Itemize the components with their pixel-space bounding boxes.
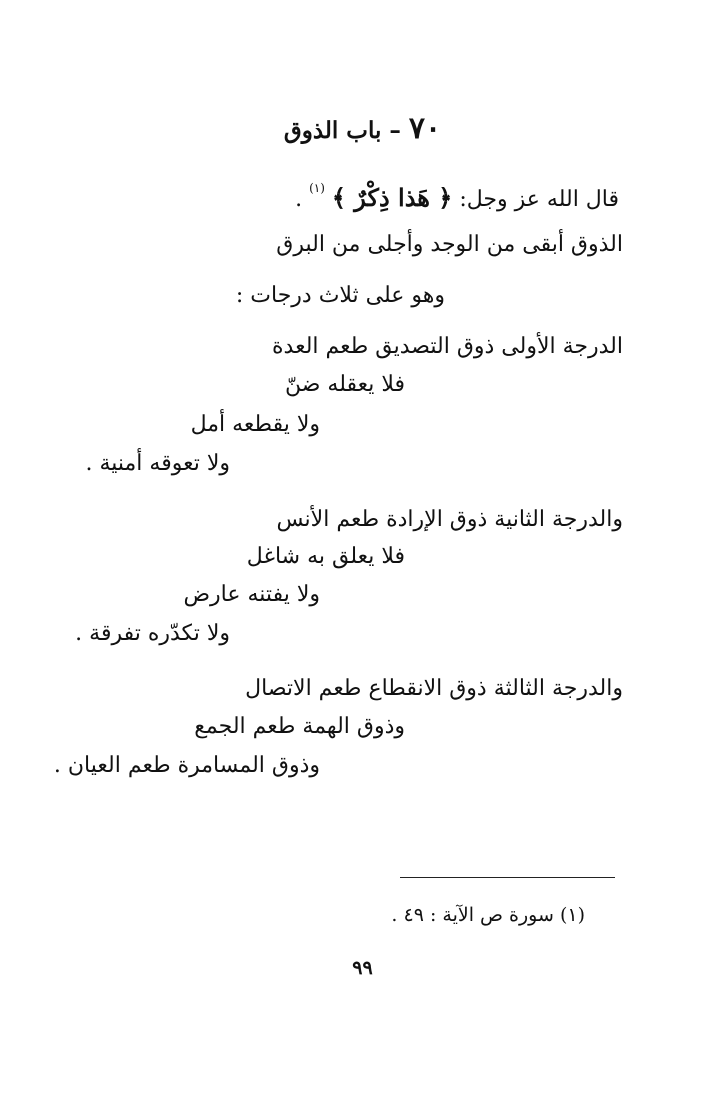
text-line: الذوق أبقى من الوجد وأجلى من البرق [276, 232, 623, 257]
chapter-title: – باب الذوق [283, 117, 401, 144]
text-line: ولا تعوقه أمنية . [85, 451, 230, 476]
intro-text: قال الله عز وجل: [459, 187, 619, 212]
text-line: والدرجة الثالثة ذوق الانقطاع طعم الاتصال [245, 676, 623, 701]
text-line: وهو على ثلاث درجات : [235, 283, 445, 308]
intro-line [295, 172, 619, 216]
quran-quote: ﴿ هَذا ذِكْرٌ ﴾ [331, 183, 453, 212]
text-line: وذوق الهمة طعم الجمع [194, 714, 405, 739]
text-line: فلا يعلق به شاغل [246, 544, 405, 569]
chapter-heading [0, 112, 725, 148]
text-line: فلا يعقله ضنّ [284, 372, 405, 397]
text-line: ولا يقطعه أمل [190, 412, 320, 437]
footnote-reference: (١) [309, 181, 325, 195]
text-line: والدرجة الثانية ذوق الإرادة طعم الأنس [276, 507, 623, 532]
text-line: ولا يفتنه عارض [183, 582, 320, 607]
intro-end: . [295, 187, 303, 212]
text-line: الدرجة الأولى ذوق التصديق طعم العدة [272, 334, 623, 359]
chapter-number: ٧٠ [408, 111, 442, 146]
page-number: ٩٩ [352, 957, 373, 979]
footnote: (١) سورة ص الآية : ٤٩ . [391, 904, 585, 926]
footnote-divider [400, 877, 615, 878]
text-line: وذوق المسامرة طعم العيان . [53, 753, 320, 778]
text-line: ولا تكدّره تفرقة . [75, 621, 230, 646]
